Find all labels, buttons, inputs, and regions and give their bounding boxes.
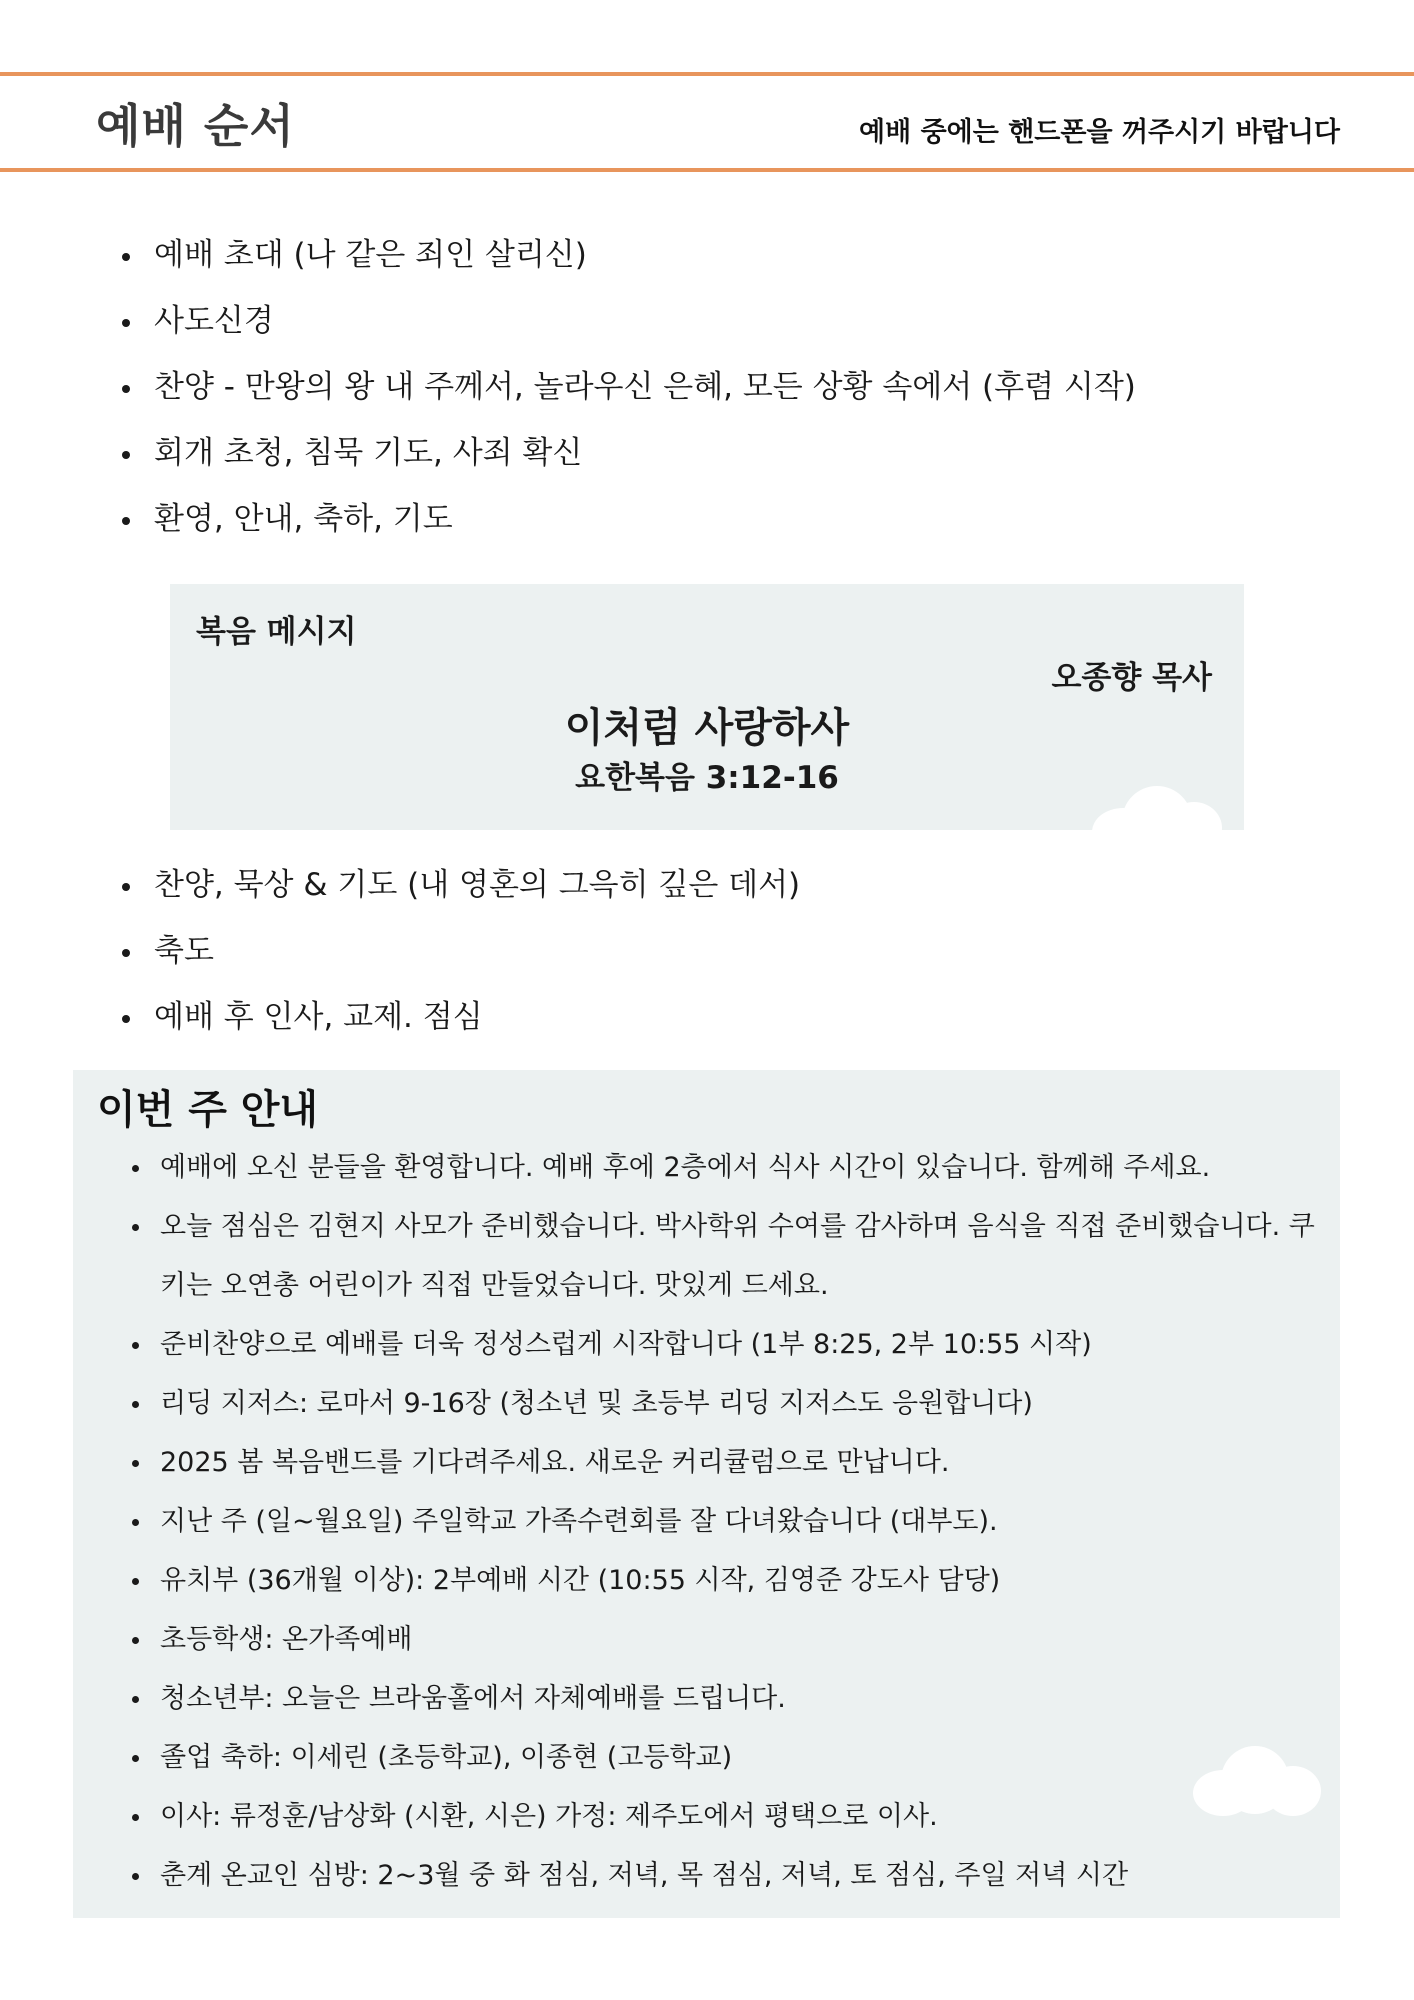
page-title: 예배 순서	[96, 99, 295, 153]
worship-order-list-top	[118, 222, 1318, 552]
sermon-label: 복음 메시지	[196, 614, 357, 650]
header-band	[0, 72, 1414, 172]
notice-item: 졸업 축하: 이세린 (초등학교), 이종현 (고등학교)	[128, 1728, 1318, 1787]
notice-item: 지난 주 (일~월요일) 주일학교 가족수련회를 잘 다녀왔습니다 (대부도).	[128, 1492, 1318, 1551]
notice-list	[128, 1138, 1318, 1905]
sermon-scripture-reference: 요한복음 3:12-16	[575, 760, 839, 796]
sermon-pastor: 오종향 목사	[1051, 660, 1212, 696]
order-item: 찬양 - 만왕의 왕 내 주께서, 놀라우신 은혜, 모든 상황 속에서 (후렴 시작)	[118, 354, 1318, 420]
notice-title: 이번 주 안내	[97, 1087, 319, 1133]
notice-item: 2025 봄 복음밴드를 기다려주세요. 새로운 커리큘럼으로 만납니다.	[128, 1433, 1318, 1492]
notice-item: 춘계 온교인 심방: 2~3월 중 화 점심, 저녁, 목 점심, 저녁, 토 점심, 주일 저녁 시간	[128, 1846, 1318, 1905]
order-item: 회개 초청, 침묵 기도, 사죄 확신	[118, 420, 1318, 486]
cloud-decoration	[1193, 1740, 1333, 1820]
notice-item: 오늘 점심은 김현지 사모가 준비했습니다. 박사학위 수여를 감사하며 음식을 직접 준비했습니다. 쿠키는 오연총 어린이가 직접 만들었습니다. 맛있게 드세요.	[128, 1197, 1318, 1315]
worship-order-list-bottom	[118, 852, 1318, 1050]
order-item: 예배 초대 (나 같은 죄인 살리신)	[118, 222, 1318, 288]
notice-item: 예배에 오신 분들을 환영합니다. 예배 후에 2층에서 식사 시간이 있습니다. 함께해 주세요.	[128, 1138, 1318, 1197]
order-item: 찬양, 묵상 & 기도 (내 영혼의 그윽히 깊은 데서)	[118, 852, 1318, 918]
order-item: 축도	[118, 918, 1318, 984]
notice-item: 청소년부: 오늘은 브라움홀에서 자체예배를 드립니다.	[128, 1669, 1318, 1728]
notice-item: 유치부 (36개월 이상): 2부예배 시간 (10:55 시작, 김영준 강도사 담당)	[128, 1551, 1318, 1610]
order-item: 예배 후 인사, 교제. 점심	[118, 984, 1318, 1050]
weekly-notice-panel	[73, 1070, 1340, 1918]
order-item: 환영, 안내, 축하, 기도	[118, 486, 1318, 552]
notice-item: 리딩 지저스: 로마서 9-16장 (청소년 및 초등부 리딩 지저스도 응원합니다)	[128, 1374, 1318, 1433]
notice-item: 준비찬양으로 예배를 더욱 정성스럽게 시작합니다 (1부 8:25, 2부 10:55 시작)	[128, 1315, 1318, 1374]
notice-item: 이사: 류정훈/남상화 (시환, 시은) 가정: 제주도에서 평택으로 이사.	[128, 1787, 1318, 1846]
sermon-title: 이처럼 사랑하사	[564, 705, 850, 751]
notice-item: 초등학생: 온가족예배	[128, 1610, 1318, 1669]
sermon-panel	[170, 584, 1244, 830]
phone-off-notice: 예배 중에는 핸드폰을 꺼주시기 바랍니다	[859, 117, 1340, 148]
cloud-decoration	[1092, 782, 1232, 830]
order-item: 사도신경	[118, 288, 1318, 354]
